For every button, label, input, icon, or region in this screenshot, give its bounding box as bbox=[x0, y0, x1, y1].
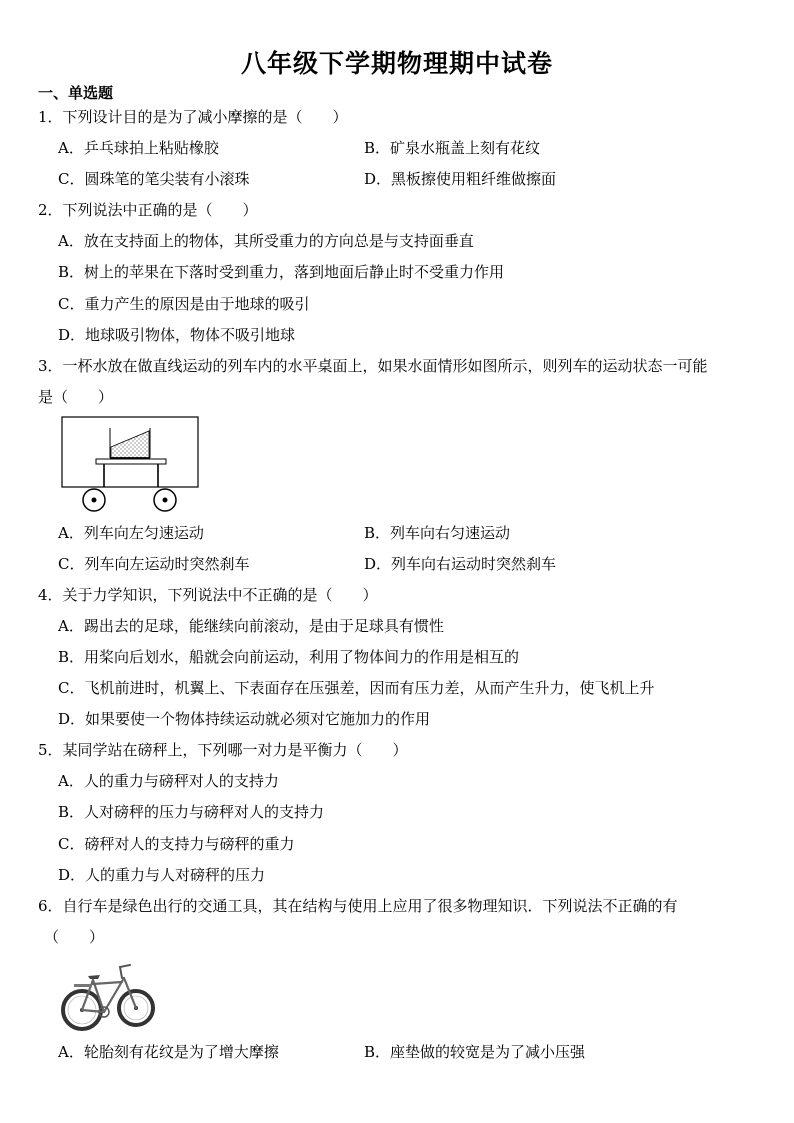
table-top bbox=[96, 459, 166, 464]
question-3-stem: 3．一杯水放在做直线运动的列车内的水平桌面上，如果水面情形如图所示，则列车的运动状态一可能 bbox=[38, 357, 708, 375]
q6-option-a: A．轮胎刻有花纹是为了增大摩擦 bbox=[58, 1043, 279, 1061]
q3-option-a: A．列车向左匀速运动 bbox=[58, 524, 204, 542]
q6-option-b: B．座垫做的较宽是为了减小压强 bbox=[364, 1043, 586, 1061]
question-6-stem-continued: （ ） bbox=[44, 928, 105, 946]
q5-option-b: B．人对磅秤的压力与磅秤对人的支持力 bbox=[58, 803, 325, 821]
q5-option-c: C．磅秤对人的支持力与磅秤的重力 bbox=[58, 835, 295, 853]
q2-option-b: B．树上的苹果在下落时受到重力，落到地面后静止时不受重力作用 bbox=[58, 263, 505, 281]
q4-option-c: C．飞机前进时，机翼上、下表面存在压强差，因而有压力差，从而产生升力，使飞机上升 bbox=[58, 679, 655, 697]
section-heading: 一、单选题 bbox=[38, 84, 114, 102]
question-4-stem: 4．关于力学知识，下列说法中不正确的是（ ） bbox=[38, 586, 378, 604]
question-3-stem-continued: 是（ ） bbox=[38, 388, 114, 406]
q1-option-c: C．圆珠笔的笔尖装有小滚珠 bbox=[58, 170, 250, 188]
train-cup-figure bbox=[58, 414, 204, 518]
question-5-stem: 5．某同学站在磅秤上，下列哪一对力是平衡力（ ） bbox=[38, 741, 408, 759]
question-6-stem: 6．自行车是绿色出行的交通工具，其在结构与使用上应用了很多物理知识．下列说法不正确的有 bbox=[38, 897, 678, 915]
q2-option-a: A．放在支持面上的物体，其所受重力的方向总是与支持面垂直 bbox=[58, 232, 474, 250]
q2-option-d: D．地球吸引物体，物体不吸引地球 bbox=[58, 326, 296, 344]
bicycle-handlebar bbox=[120, 965, 130, 978]
q3-option-b: B．列车向右匀速运动 bbox=[364, 524, 511, 542]
bicycle-figure bbox=[60, 958, 156, 1036]
q2-option-c: C．重力产生的原因是由于地球的吸引 bbox=[58, 295, 310, 313]
q1-option-d: D．黑板擦使用粗纤维做擦面 bbox=[364, 170, 557, 188]
bicycle-seat bbox=[88, 975, 100, 979]
q5-option-a: A．人的重力与磅秤对人的支持力 bbox=[58, 772, 279, 790]
q4-option-b: B．用桨向后划水，船就会向前运动，利用了物体间力的作用是相互的 bbox=[58, 648, 520, 666]
q1-option-a: A．乒乓球拍上粘贴橡胶 bbox=[58, 139, 219, 157]
q3-option-d: D．列车向右运动时突然刹车 bbox=[364, 555, 557, 573]
q4-option-a: A．踢出去的足球，能继续向前滚动，是由于足球具有惯性 bbox=[58, 617, 444, 635]
q5-option-d: D．人的重力与人对磅秤的压力 bbox=[58, 866, 266, 884]
question-1-stem: 1．下列设计目的是为了减小摩擦的是（ ） bbox=[38, 108, 348, 126]
q4-option-d: D．如果要使一个物体持续运动就必须对它施加力的作用 bbox=[58, 710, 431, 728]
q3-option-c: C．列车向左运动时突然刹车 bbox=[58, 555, 250, 573]
question-2-stem: 2．下列说法中正确的是（ ） bbox=[38, 201, 258, 219]
exam-title: 八年级下学期物理期中试卷 bbox=[240, 49, 553, 78]
bicycle-rear-rack bbox=[74, 984, 92, 987]
q1-option-b: B．矿泉水瓶盖上刻有花纹 bbox=[364, 139, 541, 157]
tilted-water bbox=[111, 431, 149, 458]
